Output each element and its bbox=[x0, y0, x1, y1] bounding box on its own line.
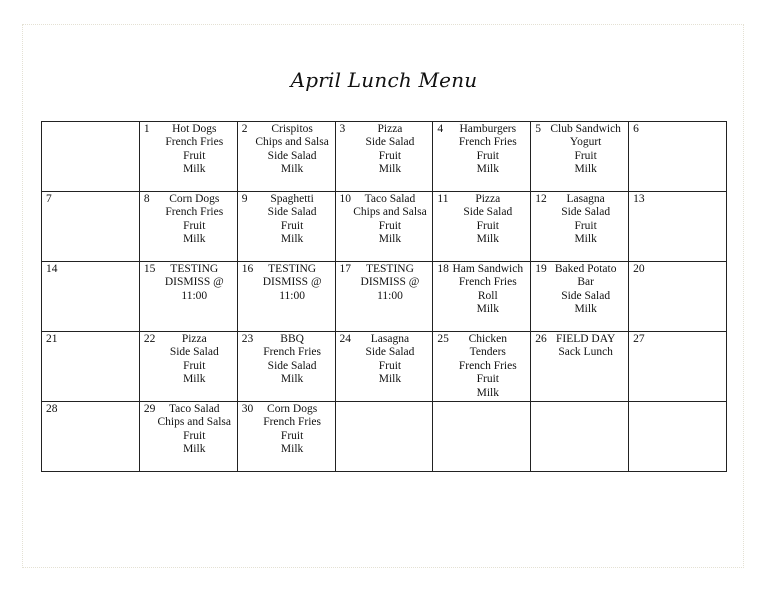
calendar-week-row bbox=[42, 192, 727, 262]
menu-items bbox=[437, 123, 528, 177]
menu-items bbox=[242, 193, 333, 247]
day-cell-content bbox=[629, 262, 726, 331]
menu-item: Milk bbox=[476, 386, 499, 399]
day-number: 30 bbox=[241, 403, 254, 415]
day-number: 4 bbox=[437, 123, 444, 135]
menu-item: Fruit bbox=[378, 219, 402, 232]
menu-item: Milk bbox=[476, 233, 499, 246]
menu-item: Milk bbox=[378, 163, 402, 176]
menu-items bbox=[340, 333, 431, 387]
menu-item: Side Salad bbox=[267, 206, 317, 219]
menu-items bbox=[535, 333, 626, 360]
menu-item: French Fries bbox=[263, 346, 322, 359]
day-number: 27 bbox=[633, 333, 645, 345]
calendar-week-row bbox=[42, 262, 727, 332]
calendar-day-cell bbox=[531, 192, 629, 262]
menu-item: Milk bbox=[476, 303, 499, 316]
menu-items bbox=[144, 403, 235, 457]
menu-item: TESTING bbox=[365, 263, 414, 275]
calendar-day-cell bbox=[139, 332, 237, 402]
menu-item: Milk bbox=[574, 163, 597, 176]
menu-item: Side Salad bbox=[169, 346, 219, 359]
day-cell-content bbox=[531, 122, 628, 191]
lunch-menu-calendar bbox=[41, 121, 727, 472]
menu-item: Fruit bbox=[574, 149, 597, 162]
calendar-day-cell bbox=[139, 262, 237, 332]
menu-item: French Fries bbox=[458, 276, 517, 289]
menu-item: Milk bbox=[378, 233, 402, 246]
day-cell-content bbox=[238, 332, 335, 401]
menu-item: Milk bbox=[280, 163, 304, 176]
menu-item: Milk bbox=[574, 233, 597, 246]
menu-item: French Fries bbox=[458, 359, 517, 372]
menu-item: TESTING bbox=[268, 263, 317, 275]
calendar-day-cell bbox=[42, 332, 140, 402]
day-cell-content bbox=[140, 402, 237, 471]
calendar-day-cell bbox=[531, 402, 629, 472]
calendar-day-cell bbox=[237, 332, 335, 402]
menu-item: Milk bbox=[183, 373, 206, 386]
day-cell-content bbox=[238, 402, 335, 471]
menu-items bbox=[242, 333, 333, 387]
calendar-week-row bbox=[42, 122, 727, 192]
day-number: 25 bbox=[437, 333, 449, 345]
calendar-day-cell bbox=[433, 262, 531, 332]
calendar-day-cell bbox=[531, 262, 629, 332]
day-cell-content bbox=[42, 332, 139, 401]
day-cell-content bbox=[433, 192, 530, 261]
day-number: 23 bbox=[241, 333, 254, 345]
menu-item: 11:00 bbox=[279, 289, 305, 302]
page-title: April Lunch Menu bbox=[290, 68, 478, 92]
menu-items bbox=[535, 123, 626, 177]
menu-items bbox=[340, 193, 431, 247]
menu-item: Pizza bbox=[475, 193, 501, 205]
menu-item: Fruit bbox=[476, 219, 499, 232]
day-cell-content bbox=[433, 402, 530, 471]
calendar-day-cell bbox=[433, 192, 531, 262]
day-number: 28 bbox=[46, 403, 58, 415]
calendar-day-cell bbox=[42, 402, 140, 472]
menu-items bbox=[144, 333, 235, 387]
menu-item: Side Salad bbox=[365, 346, 415, 359]
menu-item: Fruit bbox=[476, 373, 499, 386]
menu-item: Corn Dogs bbox=[169, 193, 220, 205]
menu-item: French Fries bbox=[458, 136, 517, 149]
menu-item: Sack Lunch bbox=[558, 346, 613, 359]
menu-item: Milk bbox=[280, 373, 304, 386]
day-number: 2 bbox=[241, 123, 248, 135]
day-cell-content bbox=[629, 402, 726, 471]
menu-item: Milk bbox=[574, 303, 597, 316]
menu-item: 11:00 bbox=[377, 289, 403, 302]
menu-item: Milk bbox=[280, 233, 304, 246]
menu-items bbox=[340, 123, 431, 177]
day-number: 12 bbox=[535, 193, 547, 205]
menu-item: Hamburgers bbox=[459, 123, 517, 135]
menu-item: Milk bbox=[183, 443, 206, 456]
menu-item: BBQ bbox=[280, 333, 304, 345]
menu-item: Fruit bbox=[280, 429, 304, 442]
day-number: 20 bbox=[633, 263, 645, 275]
day-number: 13 bbox=[633, 193, 645, 205]
menu-item: Hot Dogs bbox=[172, 123, 217, 135]
menu-item: Pizza bbox=[377, 123, 403, 135]
menu-item: Chips and Salsa bbox=[157, 416, 231, 429]
day-cell-content bbox=[238, 262, 335, 331]
calendar-day-cell bbox=[629, 122, 727, 192]
menu-item: Milk bbox=[476, 163, 499, 176]
menu-item: Milk bbox=[280, 443, 304, 456]
calendar-day-cell bbox=[335, 122, 433, 192]
menu-items bbox=[535, 263, 626, 317]
menu-item: French Fries bbox=[165, 206, 224, 219]
menu-item: TESTING bbox=[170, 263, 219, 275]
calendar-day-cell bbox=[433, 332, 531, 402]
day-cell-content bbox=[531, 192, 628, 261]
calendar-day-cell bbox=[335, 192, 433, 262]
day-cell-content bbox=[531, 262, 628, 331]
menu-items bbox=[340, 263, 431, 303]
menu-item: DISMISS @ bbox=[262, 276, 322, 289]
calendar-day-cell bbox=[335, 402, 433, 472]
menu-item: French Fries bbox=[263, 416, 322, 429]
menu-items bbox=[144, 263, 235, 303]
day-cell-content bbox=[140, 332, 237, 401]
calendar-week-row bbox=[42, 332, 727, 402]
menu-item: Fruit bbox=[476, 149, 499, 162]
menu-item: Chicken bbox=[468, 333, 507, 345]
calendar-day-cell bbox=[629, 332, 727, 402]
day-number: 17 bbox=[339, 263, 352, 275]
menu-item: Club Sandwich bbox=[550, 123, 621, 135]
menu-item: Yogurt bbox=[569, 136, 602, 149]
calendar-day-cell bbox=[335, 332, 433, 402]
day-number: 29 bbox=[143, 403, 156, 415]
menu-item: Fruit bbox=[183, 359, 206, 372]
day-cell-content bbox=[238, 192, 335, 261]
menu-item: Lasagna bbox=[370, 333, 410, 345]
menu-item: Side Salad bbox=[561, 289, 611, 302]
day-number: 1 bbox=[143, 123, 150, 135]
calendar-day-cell bbox=[433, 402, 531, 472]
menu-item: Corn Dogs bbox=[267, 403, 318, 415]
menu-item: Side Salad bbox=[463, 206, 513, 219]
menu-item: Fruit bbox=[378, 149, 402, 162]
menu-item: DISMISS @ bbox=[360, 276, 420, 289]
day-cell-content bbox=[140, 192, 237, 261]
day-cell-content bbox=[531, 332, 628, 401]
calendar-day-cell bbox=[139, 122, 237, 192]
calendar-day-cell bbox=[531, 332, 629, 402]
day-number: 22 bbox=[143, 333, 156, 345]
menu-item: Chips and Salsa bbox=[353, 206, 427, 219]
calendar-day-cell bbox=[629, 262, 727, 332]
menu-item: Fruit bbox=[574, 219, 597, 232]
day-number: 21 bbox=[46, 333, 58, 345]
menu-item: Milk bbox=[183, 233, 206, 246]
menu-item: Milk bbox=[378, 373, 402, 386]
calendar-day-cell bbox=[237, 402, 335, 472]
day-cell-content bbox=[238, 122, 335, 191]
calendar-day-cell bbox=[335, 262, 433, 332]
day-cell-content bbox=[629, 122, 726, 191]
menu-item: Bar bbox=[577, 276, 594, 289]
day-cell-content bbox=[629, 332, 726, 401]
day-number: 18 bbox=[437, 263, 449, 275]
day-number: 5 bbox=[535, 123, 541, 135]
menu-item: Pizza bbox=[181, 333, 207, 345]
menu-item: Ham Sandwich bbox=[452, 263, 524, 275]
calendar-day-cell bbox=[42, 122, 140, 192]
calendar-day-cell bbox=[42, 192, 140, 262]
day-number: 14 bbox=[46, 263, 58, 275]
menu-item: Fruit bbox=[183, 429, 206, 442]
day-number: 7 bbox=[46, 193, 52, 205]
day-cell-content bbox=[336, 262, 433, 331]
menu-item: FIELD DAY bbox=[555, 333, 616, 345]
calendar-day-cell bbox=[531, 122, 629, 192]
day-cell-content bbox=[336, 192, 433, 261]
menu-items bbox=[242, 403, 333, 457]
day-cell-content bbox=[531, 402, 628, 471]
menu-items bbox=[144, 193, 235, 247]
day-cell-content bbox=[433, 332, 530, 401]
menu-items bbox=[437, 263, 528, 317]
day-number: 6 bbox=[633, 123, 639, 135]
day-cell-content bbox=[140, 122, 237, 191]
menu-item: French Fries bbox=[165, 136, 224, 149]
day-cell-content bbox=[336, 402, 433, 471]
day-cell-content bbox=[433, 262, 530, 331]
day-number: 24 bbox=[339, 333, 352, 345]
menu-item: DISMISS @ bbox=[164, 276, 224, 289]
menu-items bbox=[437, 193, 528, 247]
menu-item: Fruit bbox=[280, 219, 304, 232]
day-cell-content bbox=[42, 402, 139, 471]
day-cell-content bbox=[629, 192, 726, 261]
menu-item: Taco Salad bbox=[364, 193, 416, 205]
calendar-day-cell bbox=[237, 122, 335, 192]
calendar-day-cell bbox=[139, 192, 237, 262]
menu-items bbox=[437, 333, 528, 400]
menu-item: Spaghetti bbox=[270, 193, 314, 205]
menu-item: Side Salad bbox=[267, 149, 317, 162]
menu-item: Milk bbox=[183, 163, 206, 176]
day-number: 8 bbox=[143, 193, 150, 205]
menu-item: 11:00 bbox=[181, 289, 208, 302]
day-number: 10 bbox=[339, 193, 352, 205]
menu-items bbox=[242, 123, 333, 177]
menu-item: Side Salad bbox=[267, 359, 317, 372]
menu-item: Lasagna bbox=[566, 193, 605, 205]
calendar-day-cell bbox=[42, 262, 140, 332]
calendar-day-cell bbox=[237, 192, 335, 262]
menu-items bbox=[535, 193, 626, 247]
calendar-day-cell bbox=[139, 402, 237, 472]
day-cell-content bbox=[42, 122, 139, 191]
calendar-week-row bbox=[42, 402, 727, 472]
calendar-day-cell bbox=[433, 122, 531, 192]
day-cell-content bbox=[336, 332, 433, 401]
day-number: 3 bbox=[339, 123, 346, 135]
menu-item: Fruit bbox=[183, 149, 206, 162]
menu-item: Roll bbox=[477, 289, 498, 302]
day-number: 16 bbox=[241, 263, 254, 275]
day-number: 9 bbox=[241, 193, 248, 205]
day-number: 19 bbox=[535, 263, 547, 275]
menu-item: Chips and Salsa bbox=[255, 136, 329, 149]
menu-item: Side Salad bbox=[561, 206, 611, 219]
day-number: 15 bbox=[143, 263, 156, 275]
menu-item: Fruit bbox=[183, 219, 206, 232]
day-cell-content bbox=[42, 192, 139, 261]
menu-item: Taco Salad bbox=[168, 403, 220, 415]
calendar-day-cell bbox=[629, 192, 727, 262]
menu-item: Tenders bbox=[469, 346, 506, 359]
day-cell-content bbox=[140, 262, 237, 331]
calendar-body bbox=[42, 122, 727, 472]
menu-items bbox=[144, 123, 235, 177]
day-cell-content bbox=[42, 262, 139, 331]
day-number: 26 bbox=[535, 333, 547, 345]
day-number: 11 bbox=[437, 193, 449, 205]
day-cell-content bbox=[433, 122, 530, 191]
menu-item: Crispitos bbox=[271, 123, 313, 135]
day-cell-content bbox=[336, 122, 433, 191]
calendar-day-cell bbox=[237, 262, 335, 332]
menu-item: Side Salad bbox=[365, 136, 415, 149]
menu-item: Baked Potato bbox=[554, 263, 617, 275]
calendar-day-cell bbox=[629, 402, 727, 472]
menu-items bbox=[242, 263, 333, 303]
menu-item: Fruit bbox=[378, 359, 402, 372]
